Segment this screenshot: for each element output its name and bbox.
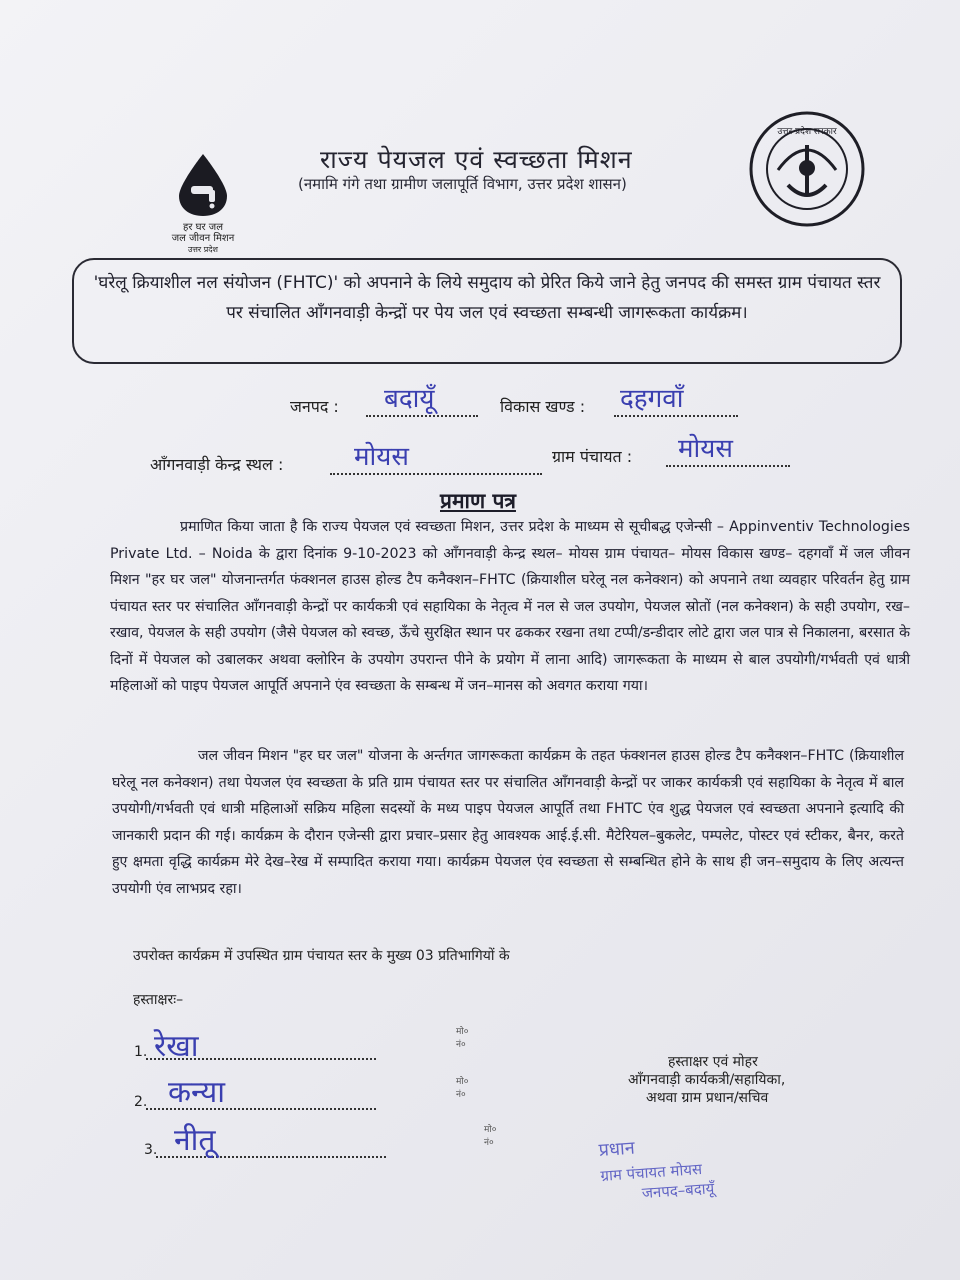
participant-signature: कन्या (168, 1075, 226, 1110)
page-title: राज्य पेयजल एवं स्वच्छता मिशन (320, 145, 633, 174)
participant-number: 2. (134, 1094, 148, 1110)
mobile-label: मो० नं० (484, 1125, 497, 1148)
participant-row-2 (134, 1075, 469, 1110)
janpad-value: बदायूँ (384, 384, 435, 414)
page-subtitle: (नमामि गंगे तथा ग्रामीण जलापूर्ति विभाग, उत्तर प्रदेश शासन) (298, 175, 627, 193)
signatures-label: हस्ताक्षरः– (133, 992, 184, 1008)
logo-line-2: जल जीवन मिशन (171, 233, 235, 244)
janpad-label: जनपद : (290, 397, 339, 416)
vikas-khand-field (614, 384, 738, 417)
participant-row-3 (144, 1123, 497, 1158)
certificate-title: प्रमाण पत्र (440, 489, 516, 513)
har-ghar-jal-logo (148, 152, 258, 255)
participant-signature: रेखा (154, 1029, 199, 1064)
gram-panchayat-value: मोयस (678, 434, 733, 464)
participants-intro: उपरोक्त कार्यक्रम में उपस्थित ग्राम पंचायत स्तर के मुख्य 03 प्रतिभागियों के (133, 948, 510, 964)
official-stamp (598, 1122, 832, 1206)
stamp-line-3: जनपद–बदायूँ (641, 1179, 715, 1203)
mobile-label: मो० नं० (456, 1077, 469, 1100)
stamp-line-2: ग्राम पंचायत मोयस (599, 1159, 703, 1185)
seal-text: उत्तर प्रदेश सरकार (777, 127, 837, 137)
anganwadi-field (330, 442, 542, 475)
participant-row-1 (134, 1027, 469, 1064)
water-drop-icon (173, 152, 233, 218)
vikas-khand-label: विकास खण्ड : (500, 397, 586, 416)
logo-line-1: हर घर जल (183, 222, 223, 233)
signatory-line-2: आँगनवाड़ी कार्यकत्री/सहायिका, (628, 1072, 786, 1088)
participant-number: 1. (134, 1044, 148, 1060)
up-government-seal (748, 110, 866, 228)
anganwadi-label: आँगनवाड़ी केन्द्र स्थल : (150, 455, 284, 474)
stamp-line-1: प्रधान (598, 1137, 636, 1162)
participant-signature: नीतू (174, 1123, 216, 1158)
signatory-line-3: अथवा ग्राम प्रधान/सचिव (646, 1090, 769, 1106)
vikas-khand-value: दहगवाँ (620, 384, 684, 414)
logo-line-3: उत्तर प्रदेश (188, 245, 218, 254)
signatory-line-1: हस्ताक्षर एवं मोहर (668, 1054, 758, 1070)
janpad-field (366, 384, 478, 417)
participant-number: 3. (144, 1142, 158, 1158)
gram-panchayat-field (666, 434, 790, 467)
gram-panchayat-label: ग्राम पंचायत : (552, 447, 633, 466)
certificate-paragraph-2: जल जीवन मिशन "हर घर जल" योजना के अर्न्तगत जागरूकता कार्यक्रम के तहत फंक्शनल हाउस होल्ड टैप कनैक्शन–FHTC (क्रियाशील घरेलू नल कनेक्शन) तथा पेयजल एंव स्वच्छता के प्रति ग्राम पंचायत स्तर पर संचालित आँगनवाड़ी केन्द्रों पर जाकर कार्यकत्री एवं सहायिका के नेतृत्व में बाल उपयोगी/गर्भवती एवं धात्री महिलाओं सक्रिय महिला सदस्यों के मध्य पाइप पेयजल आपूर्ति तथा FHTC एंव शुद्ध पेयजल एवं स्वच्छता अपनाने इत्यादि की जानकारी प्रदान की गई। कार्यक्रम के दौरान एजेन्सी द्वारा प्रचार–प्रसार हेतु आवश्यक आई.ई.सी. मैटेरियल–बुकलेट, पम्पलेट, पोस्टर एवं स्टीकर, बैनर, करते हुए क्षमता वृद्धि कार्यक्रम मेरे देख–रेख में सम्पादित कराया गया। कार्यक्रम पेयजल एंव स्वच्छता से सम्बन्धित होने के साथ ही जन–समुदाय के लिए अत्यन्त उपयोगी एंव लाभप्रद रहा। (112, 748, 904, 897)
anganwadi-value: मोयस (354, 442, 409, 472)
certificate-paragraph-1: प्रमाणित किया जाता है कि राज्य पेयजल एवं स्वच्छता मिशन, उत्तर प्रदेश के माध्यम से सूचीबद्ध एजेन्सी – Appinventiv Technologies Private Ltd. – Noida के द्वारा दिनांक 9-10-2023 को आँगनवाड़ी केन्द्र स्थल– मोयस ग्राम पंचायत– मोयस विकास खण्ड– दहगवाँ में जल जीवन मिशन "हर घर जल" योजनान्तर्गत फंक्शनल हाउस होल्ड टैप कनैक्शन–FHTC (क्रियाशील घरेलू नल कनेक्शन) को अपनाने तथा व्यवहार परिवर्तन हेतु ग्राम पंचायत स्तर पर संचालित आँगनवाड़ी केन्द्रों पर कार्यकत्री एवं सहायिका के नेतृत्व में नल से जल उपयोग, पेयजल स्रोतों (नल कनेक्शन) के सही उपयोग, रख–रखाव, पेयजल के सही उपयोग (जैसे पेयजल को स्वच्छ, ऊँचे सुरक्षित स्थान पर ढककर रखना तथा टप्पी/डन्डीदार लोटे द्वारा जल पात्र से निकालना, बरसात के दिनों में पेयजल को उबालकर अथवा क्लोरिन के उपयोग उपरान्त पीने के प्रयोग में लाना आदि) जागरूकता के माध्यम से बाल उपयोगी/गर्भवती एवं धात्री महिलाओं को पाइप पेयजल आपूर्ति अपनाने एंव स्वच्छता के सम्बन्ध में जन–मानस को अवगत कराया गया। (110, 519, 910, 694)
program-heading-box: 'घरेलू क्रियाशील नल संयोजन (FHTC)' को अपनाने के लिये समुदाय को प्रेरित किये जाने हेतु जनपद की समस्त ग्राम पंचायत स्तर पर संचालित आँगनवाड़ी केन्द्रों पर पेय जल एवं स्वच्छता सम्बन्धी जागरूकता कार्यक्रम। (72, 258, 902, 364)
mobile-label: मो० नं० (456, 1027, 469, 1050)
